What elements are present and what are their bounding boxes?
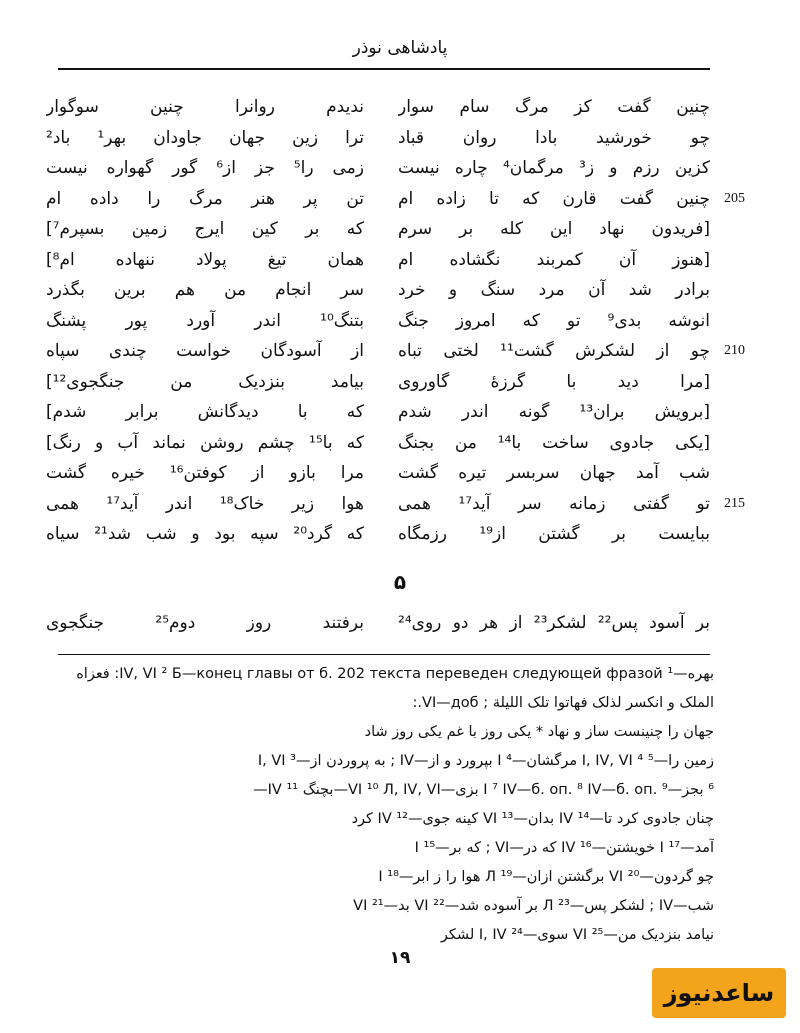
hemistich-right: [فریدون نهاد این کله بر سرم xyxy=(398,219,710,239)
verse-row xyxy=(0,273,800,307)
hemistich-left: که گرد²⁰ سپه بود و شب شد²¹ سیاه xyxy=(46,524,364,544)
running-head: پادشاهی نوذر xyxy=(352,38,448,58)
footnote-rule xyxy=(58,654,710,655)
hemistich-left: از آسودگان خواست چندی سپاه xyxy=(46,341,364,361)
hemistich-right: [مرا دید با گرزهٔ گاوروی xyxy=(398,371,710,392)
hemistich-left: همان تیغ پولاد ننهاده ام⁸] xyxy=(46,249,364,270)
section-number: ۵ xyxy=(393,570,407,594)
verse-number: 215 xyxy=(724,495,745,511)
watermark-logo: ساعدنیوز xyxy=(652,968,786,1018)
closing-hemistich-left: برفتند روز دوم²⁵ جنگجوی xyxy=(46,613,364,633)
hemistich-right: چو از لشکرش گشت¹¹ لختی تباه xyxy=(398,341,710,361)
footnote-line: جهان را چنینست ساز و نهاد * یکی روز با غم یکی روز شاد xyxy=(364,724,714,740)
hemistich-right: چنین گفت قارن که تا زاده ام xyxy=(398,188,710,209)
closing-hemistich-right: بر آسود پس²² لشکر²³ از هر دو روی²⁴ xyxy=(398,613,710,633)
verse-row xyxy=(0,304,800,338)
verse-row xyxy=(0,517,800,551)
verse-row xyxy=(0,365,800,399)
verse-row xyxy=(0,395,800,429)
hemistich-left: تن پر هنر مرگ را داده ام xyxy=(46,188,364,209)
footnote-line: الملک و انکسر لذلک فهاتوا تلک اللیلة ; VI—доб.: xyxy=(412,695,714,711)
hemistich-left: مرا بازو از کوفتن¹⁶ خیره گشت xyxy=(46,463,364,483)
verse-row xyxy=(0,243,800,277)
hemistich-right: چو خورشید بادا روان قباد xyxy=(398,127,710,148)
verse-row xyxy=(0,90,800,124)
footnote-line: چنان جادوی کرد تا—IV ¹⁴ بدان—VI ¹³ کینه جوی—IV ¹² کرد xyxy=(351,811,714,827)
hemistich-right: ببایست بر گشتن از¹⁹ رزمگاه xyxy=(398,524,710,544)
hemistich-right: [هنوز آن کمربند نگشاده ام xyxy=(398,249,710,270)
hemistich-left: که با¹⁵ چشم روشن نماند آب و رنگ] xyxy=(46,432,364,453)
verse-row xyxy=(0,121,800,155)
closing-verse xyxy=(0,606,800,640)
hemistich-right: تو گفتی زمانه سر آید¹⁷ همی xyxy=(398,493,710,514)
hemistich-left: که بر کین ایرج زمین بسپرم⁷] xyxy=(46,219,364,239)
hemistich-right: انوشه بدی⁹ تو که امروز جنگ xyxy=(398,310,710,331)
footnote-line: زمین را—⁵ I, IV, VI ⁴ مرگشان—I ⁴ بپرورد و از—IV ; به پروردن از—³ I, VI xyxy=(257,753,714,769)
page-number: ۱۹ xyxy=(389,948,411,968)
verse-number: 210 xyxy=(724,343,745,358)
header-rule xyxy=(58,68,710,70)
verse-row xyxy=(0,182,800,216)
footnote-line: شب—IV ; لشکر پس—Л ²³ بر آسوده شد—VI ²² بد—VI ²¹ xyxy=(353,898,714,914)
verse-number: 205 xyxy=(724,190,745,206)
hemistich-left: بتنگ¹⁰ اندر آورد پور پشنگ xyxy=(46,310,364,331)
hemistich-left: سر انجام من هم برین بگذرد xyxy=(46,280,364,300)
footnote-line: نیامد بنزدیک من—VI ²⁵ سوی—I, IV ²⁴ لشکر xyxy=(440,927,714,943)
hemistich-left: که با دیدگانش برابر شدم] xyxy=(46,402,364,422)
hemistich-left: هوا زیر خاک¹⁸ اندر آید¹⁷ همی xyxy=(46,493,364,514)
verse-row xyxy=(0,487,800,521)
hemistich-right: برادر شد آن مرد سنگ و خرد xyxy=(398,280,710,300)
footnote-line: بهره—¹ IV, VI ² Б—конец главы от б. 202 текста переведен следующей фразой: فعزاه xyxy=(76,666,714,682)
verse-row xyxy=(0,334,800,368)
footnote-line: آمد—I ¹⁷ خویشتن—IV ¹⁶ که در—VI ; که بر—I ¹⁵ xyxy=(414,840,714,856)
verse-row xyxy=(0,456,800,490)
verse-row xyxy=(0,151,800,185)
hemistich-right: [یکی جادوی ساخت با¹⁴ من بجنگ xyxy=(398,432,710,453)
verse-row xyxy=(0,212,800,246)
hemistich-left: زمی را⁵ جز از⁶ گور گهواره نیست xyxy=(46,158,364,178)
verse-block xyxy=(0,90,800,550)
hemistich-right: شب آمد جهان سربسر تیره گشت xyxy=(398,463,710,483)
footnotes xyxy=(46,660,714,950)
footnote-line: چو گردون—VI ²⁰ برگشتن ازان—Л ¹⁹ هوا را ز ابر—I ¹⁸ xyxy=(378,869,714,885)
hemistich-left: ندیدم روانرا چنین سوگوار xyxy=(46,97,364,117)
hemistich-left: بیامد بنزدیک من جنگجوی¹²] xyxy=(46,371,364,392)
hemistich-left: ترا زین جهان جاودان بهر¹ باد² xyxy=(46,127,364,148)
hemistich-right: [برویش بران¹³ گونه اندر شدم xyxy=(398,402,710,422)
hemistich-right: کزین رزم و ز³ مرگمان⁴ چاره نیست xyxy=(398,158,710,178)
footnote-line: ⁶ بجز—I ⁷ IV—б. оп. ⁸ IV—б. оп. ⁹ بزی—VI ¹⁰ Л, IV, VI—بچنگ ¹¹ IV— xyxy=(253,782,714,798)
verse-row xyxy=(0,426,800,460)
hemistich-right: چنین گفت کز مرگ سام سوار xyxy=(398,97,710,117)
